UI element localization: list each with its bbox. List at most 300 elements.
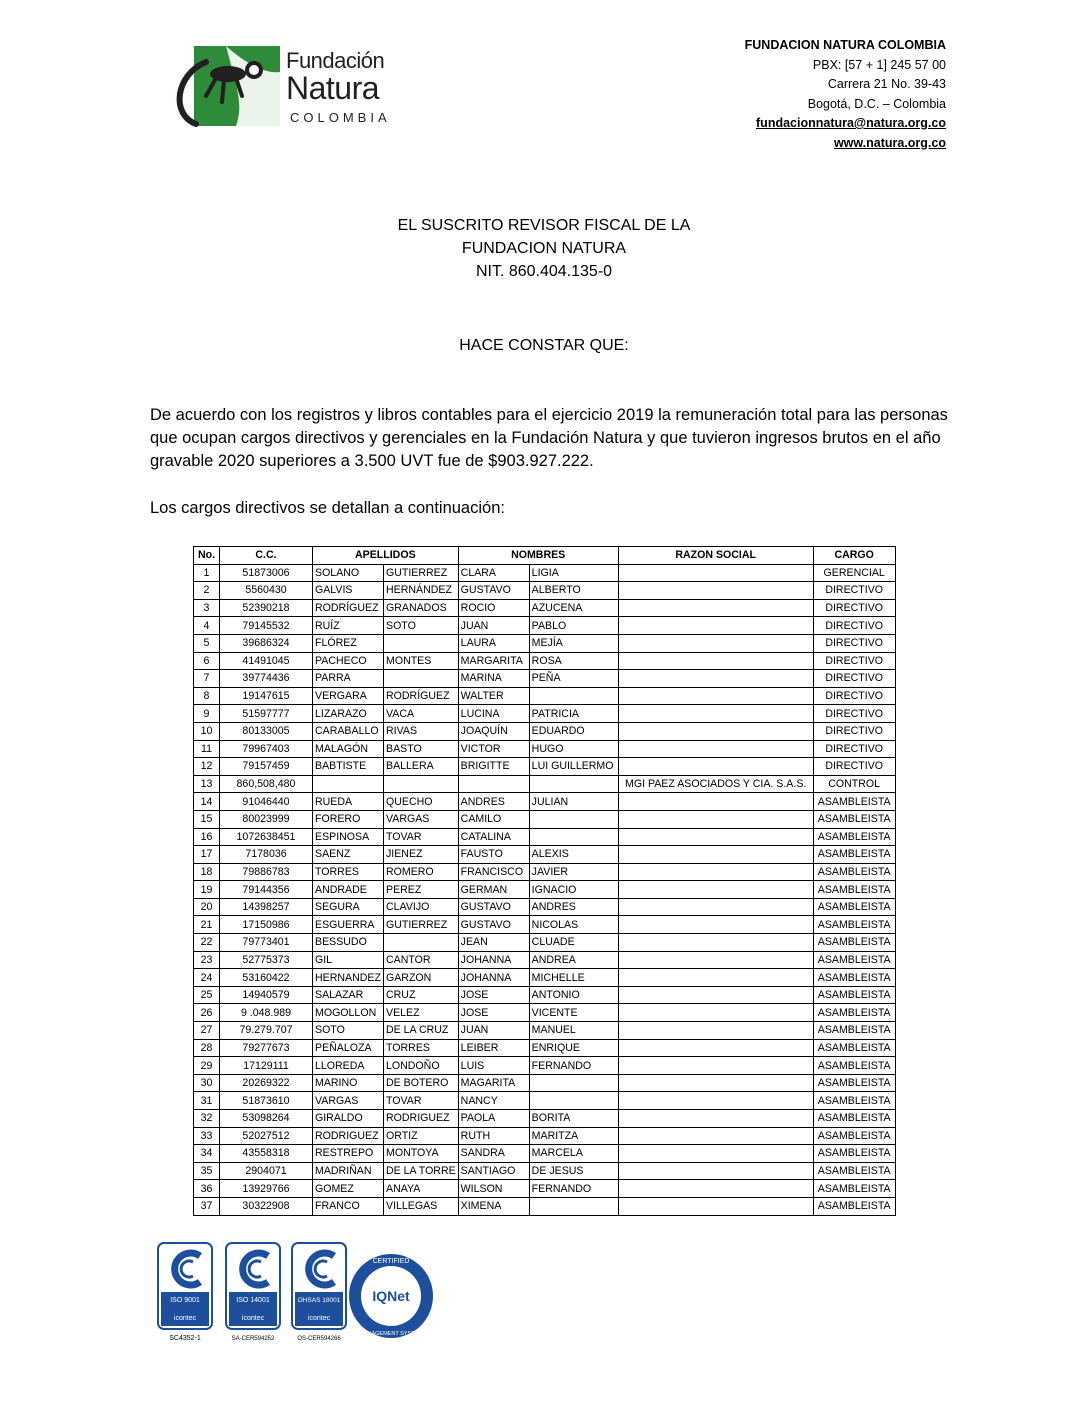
header-no: No.	[194, 547, 220, 565]
table-cell: DIRECTIVO	[813, 758, 895, 776]
table-row	[194, 969, 896, 987]
table-cell	[618, 564, 813, 582]
table-cell: VACA	[384, 705, 459, 723]
logo-line-3: COLOMBIA	[290, 110, 391, 125]
table-cell: CLUADE	[529, 934, 618, 952]
table-cell	[618, 1092, 813, 1110]
table-cell: 31	[194, 1092, 220, 1110]
document-title	[0, 214, 1088, 283]
table-cell: ASAMBLEISTA	[813, 986, 895, 1004]
table-cell: 4	[194, 617, 220, 635]
table-cell: RODRIGUEZ	[313, 1127, 384, 1145]
table-cell: ASAMBLEISTA	[813, 863, 895, 881]
table-cell: MONTOYA	[384, 1145, 459, 1163]
table-row	[194, 1197, 896, 1215]
table-cell: CAMILO	[458, 810, 529, 828]
table-cell	[618, 916, 813, 934]
table-cell: PEÑALOZA	[313, 1039, 384, 1057]
table-cell: GUSTAVO	[458, 916, 529, 934]
table-cell: ANTONIO	[529, 986, 618, 1004]
table-row	[194, 740, 896, 758]
table-cell: MALAGÓN	[313, 740, 384, 758]
table-cell: PEÑA	[529, 670, 618, 688]
table-cell: RUEDA	[313, 793, 384, 811]
table-cell: ASAMBLEISTA	[813, 1057, 895, 1075]
table-cell	[458, 775, 529, 793]
table-cell: GALVIS	[313, 582, 384, 600]
table-row	[194, 881, 896, 899]
table-cell: 5	[194, 634, 220, 652]
table-cell: ASAMBLEISTA	[813, 1074, 895, 1092]
table-cell: 79157459	[220, 758, 313, 776]
table-cell	[618, 670, 813, 688]
table-cell: PEREZ	[384, 881, 459, 899]
table-cell: DE BOTERO	[384, 1074, 459, 1092]
header-apellidos: APELLIDOS	[313, 547, 459, 565]
table-cell: 22	[194, 934, 220, 952]
table-cell: ROCIO	[458, 599, 529, 617]
table-cell: WALTER	[458, 687, 529, 705]
table-cell	[618, 1057, 813, 1075]
table-cell: 20269322	[220, 1074, 313, 1092]
table-cell: SANDRA	[458, 1145, 529, 1163]
table-cell: FAUSTO	[458, 846, 529, 864]
table-cell: ESGUERRA	[313, 916, 384, 934]
org-name: FUNDACION NATURA COLOMBIA	[744, 38, 946, 52]
table-cell	[618, 1074, 813, 1092]
table-cell	[618, 898, 813, 916]
table-cell: ALBERTO	[529, 582, 618, 600]
table-cell	[618, 1110, 813, 1128]
table-cell: SOLANO	[313, 564, 384, 582]
table-cell: BASTO	[384, 740, 459, 758]
table-cell: ASAMBLEISTA	[813, 1022, 895, 1040]
table-cell: 9	[194, 705, 220, 723]
table-cell: ASAMBLEISTA	[813, 1004, 895, 1022]
iqnet-ring-top: CERTIFIED	[372, 1258, 410, 1265]
table-cell: 15	[194, 810, 220, 828]
table-cell: MADRIÑAN	[313, 1162, 384, 1180]
table-cell: 17	[194, 846, 220, 864]
table-row	[194, 652, 896, 670]
table-cell: MARINA	[458, 670, 529, 688]
table-cell: ASAMBLEISTA	[813, 1162, 895, 1180]
certification-badges-icon	[155, 1240, 445, 1350]
table-cell: ASAMBLEISTA	[813, 846, 895, 864]
table-cell: GRANADOS	[384, 599, 459, 617]
table-cell: 3	[194, 599, 220, 617]
table-cell: 7	[194, 670, 220, 688]
table-cell: 14398257	[220, 898, 313, 916]
table-cell: ASAMBLEISTA	[813, 1092, 895, 1110]
table-cell: 12	[194, 758, 220, 776]
table-cell: NICOLAS	[529, 916, 618, 934]
table-cell: 18	[194, 863, 220, 881]
table-cell: 52390218	[220, 599, 313, 617]
table-cell: SOTO	[384, 617, 459, 635]
table-cell	[618, 810, 813, 828]
table-cell: ASAMBLEISTA	[813, 828, 895, 846]
table-row	[194, 1039, 896, 1057]
table-cell: TOVAR	[384, 828, 459, 846]
table-cell: EDUARDO	[529, 722, 618, 740]
table-cell: DIRECTIVO	[813, 687, 895, 705]
table-cell: PABLO	[529, 617, 618, 635]
table-cell: JOHANNA	[458, 969, 529, 987]
iqnet-center: IQNet	[372, 1288, 410, 1304]
table-cell: 11	[194, 740, 220, 758]
table-cell: QUECHO	[384, 793, 459, 811]
table-cell: MARINO	[313, 1074, 384, 1092]
table-cell: FRANCO	[313, 1197, 384, 1215]
table-cell: RESTREPO	[313, 1145, 384, 1163]
table-cell: 6	[194, 652, 220, 670]
table-cell	[384, 634, 459, 652]
table-body	[194, 564, 896, 1215]
table-cell: BESSUDO	[313, 934, 384, 952]
org-address: Carrera 21 No. 39-43	[827, 77, 946, 91]
table-cell: RIVAS	[384, 722, 459, 740]
table-header-row	[194, 547, 896, 565]
table-cell: ASAMBLEISTA	[813, 1127, 895, 1145]
table-cell: 1072638451	[220, 828, 313, 846]
table-cell: 20	[194, 898, 220, 916]
table-cell: DIRECTIVO	[813, 722, 895, 740]
table-row	[194, 722, 896, 740]
organization-contact-info	[745, 36, 946, 153]
table-row	[194, 775, 896, 793]
table-cell: 26	[194, 1004, 220, 1022]
table-cell: 860,508,480	[220, 775, 313, 793]
badge-2-brand: icontec	[241, 1315, 265, 1322]
table-cell: VELEZ	[384, 1004, 459, 1022]
table-cell: 53098264	[220, 1110, 313, 1128]
table-cell: GUTIERREZ	[384, 916, 459, 934]
table-cell: 79773401	[220, 934, 313, 952]
table-cell: 52775373	[220, 951, 313, 969]
table-cell: 79144356	[220, 881, 313, 899]
badge-1-label: ISO 9001	[170, 1297, 200, 1304]
table-row	[194, 863, 896, 881]
table-cell: LUIS	[458, 1057, 529, 1075]
table-cell: DE LA CRUZ	[384, 1022, 459, 1040]
table-cell: LUCINA	[458, 705, 529, 723]
table-row	[194, 670, 896, 688]
table-cell: FERNANDO	[529, 1180, 618, 1198]
title-line-1: EL SUSCRITO REVISOR FISCAL DE LA	[397, 217, 691, 234]
table-cell	[384, 670, 459, 688]
table-row	[194, 828, 896, 846]
org-pbx: PBX: [57 + 1] 245 57 00	[812, 57, 946, 72]
table-cell: DIRECTIVO	[813, 599, 895, 617]
table-cell	[529, 828, 618, 846]
table-cell	[618, 828, 813, 846]
table-cell: LIGIA	[529, 564, 618, 582]
table-cell: 36	[194, 1180, 220, 1198]
table-cell	[618, 1004, 813, 1022]
iso-9001-badge	[158, 1243, 212, 1342]
table-cell: 51873006	[220, 564, 313, 582]
table-cell: DIRECTIVO	[813, 617, 895, 635]
table-cell: 24	[194, 969, 220, 987]
table-cell: ENRIQUE	[529, 1039, 618, 1057]
table-cell: SEGURA	[313, 898, 384, 916]
table-cell: MONTES	[384, 652, 459, 670]
table-cell: ANDRES	[529, 898, 618, 916]
ohsas-18001-badge	[292, 1243, 346, 1342]
table-cell: GOMEZ	[313, 1180, 384, 1198]
badge-3-brand: icontec	[307, 1315, 331, 1322]
table-row	[194, 1022, 896, 1040]
monkey-emblem-icon	[166, 44, 284, 128]
table-cell: 29	[194, 1057, 220, 1075]
table-cell: ASAMBLEISTA	[813, 1110, 895, 1128]
table-row	[194, 705, 896, 723]
table-cell: GERENCIAL	[813, 564, 895, 582]
org-web-link[interactable]: www.natura.org.co	[833, 135, 946, 150]
table-cell: ASAMBLEISTA	[813, 1197, 895, 1215]
table-cell: ASAMBLEISTA	[813, 1180, 895, 1198]
badge-1-brand: icontec	[173, 1315, 197, 1322]
table-cell: 80023999	[220, 810, 313, 828]
table-cell: MAGARITA	[458, 1074, 529, 1092]
org-email-link[interactable]: fundacionnatura@natura.org.co	[756, 116, 946, 130]
table-cell: RUTH	[458, 1127, 529, 1145]
table-row	[194, 793, 896, 811]
table-cell: ANAYA	[384, 1180, 459, 1198]
table-cell: 17150986	[220, 916, 313, 934]
table-row	[194, 810, 896, 828]
table-cell	[618, 652, 813, 670]
table-row	[194, 564, 896, 582]
table-cell: JIENEZ	[384, 846, 459, 864]
table-cell: GARZON	[384, 969, 459, 987]
table-cell	[529, 1092, 618, 1110]
table-cell: JOHANNA	[458, 951, 529, 969]
table-cell: SAENZ	[313, 846, 384, 864]
table-cell: ASAMBLEISTA	[813, 916, 895, 934]
table-cell: CLARA	[458, 564, 529, 582]
table-cell	[529, 1074, 618, 1092]
badge-1-code: SC4352-1	[169, 1335, 201, 1342]
table-cell: 80133005	[220, 722, 313, 740]
table-cell: 30322908	[220, 1197, 313, 1215]
table-cell: 28	[194, 1039, 220, 1057]
table-cell	[618, 1022, 813, 1040]
table-cell: FERNANDO	[529, 1057, 618, 1075]
table-cell: 2904071	[220, 1162, 313, 1180]
table-cell: VICENTE	[529, 1004, 618, 1022]
table-cell: TORRES	[384, 1039, 459, 1057]
table-cell: SANTIAGO	[458, 1162, 529, 1180]
table-cell: CLAVIJO	[384, 898, 459, 916]
table-cell: PAOLA	[458, 1110, 529, 1128]
table-cell: IGNACIO	[529, 881, 618, 899]
table-cell: 30	[194, 1074, 220, 1092]
table-row	[194, 934, 896, 952]
table-cell: VARGAS	[384, 810, 459, 828]
certifies-heading: HACE CONSTAR QUE:	[459, 337, 629, 354]
table-cell: 14940579	[220, 986, 313, 1004]
table-cell	[618, 951, 813, 969]
table-cell: 79277673	[220, 1039, 313, 1057]
badge-2-label: ISO 14001	[236, 1297, 270, 1304]
table-cell: LUI GUILLERMO	[529, 758, 618, 776]
table-cell: DIRECTIVO	[813, 705, 895, 723]
table-cell: BALLERA	[384, 758, 459, 776]
table-row	[194, 617, 896, 635]
table-cell	[618, 1145, 813, 1163]
table-cell: 1	[194, 564, 220, 582]
table-cell: MARCELA	[529, 1145, 618, 1163]
table-cell	[384, 775, 459, 793]
table-cell	[618, 687, 813, 705]
table-cell: FORERO	[313, 810, 384, 828]
table-cell: AZUCENA	[529, 599, 618, 617]
iqnet-badge	[349, 1254, 433, 1338]
table-cell: CONTROL	[813, 775, 895, 793]
title-line-2: FUNDACION NATURA	[461, 240, 627, 257]
table-cell: CATALINA	[458, 828, 529, 846]
table-cell: JOAQUÍN	[458, 722, 529, 740]
table-cell: BORITA	[529, 1110, 618, 1128]
table-cell: RUÍZ	[313, 617, 384, 635]
logo-line-1: Fundación	[286, 48, 385, 73]
table-cell	[618, 634, 813, 652]
table-cell: 39774436	[220, 670, 313, 688]
title-line-3: NIT. 860.404.135-0	[475, 263, 613, 280]
table-cell: 10	[194, 722, 220, 740]
table-cell	[618, 793, 813, 811]
header-razon-social: RAZON SOCIAL	[618, 547, 813, 565]
table-cell: MANUEL	[529, 1022, 618, 1040]
table-cell: 91046440	[220, 793, 313, 811]
table-cell: 14	[194, 793, 220, 811]
iso-14001-badge	[226, 1243, 280, 1342]
table-cell: LIZARAZO	[313, 705, 384, 723]
table-cell: JUAN	[458, 617, 529, 635]
org-city: Bogotá, D.C. – Colombia	[807, 96, 946, 111]
table-cell: GERMAN	[458, 881, 529, 899]
table-cell: 35	[194, 1162, 220, 1180]
table-cell: 52027512	[220, 1127, 313, 1145]
table-cell: GIL	[313, 951, 384, 969]
table-row	[194, 1180, 896, 1198]
table-cell	[313, 775, 384, 793]
fundacion-natura-logo	[166, 44, 396, 128]
table-cell: ASAMBLEISTA	[813, 793, 895, 811]
table-cell: PACHECO	[313, 652, 384, 670]
table-cell: LLOREDA	[313, 1057, 384, 1075]
table-row	[194, 986, 896, 1004]
table-cell	[529, 1197, 618, 1215]
table-cell: GIRALDO	[313, 1110, 384, 1128]
table-cell: VICTOR	[458, 740, 529, 758]
table-cell: ORTIZ	[384, 1127, 459, 1145]
table-cell: LAURA	[458, 634, 529, 652]
table-cell: 13	[194, 775, 220, 793]
badge-3-label: OHSAS 18001	[297, 1297, 341, 1304]
table-cell: 53160422	[220, 969, 313, 987]
table-cell: ASAMBLEISTA	[813, 1145, 895, 1163]
table-cell: VERGARA	[313, 687, 384, 705]
table-cell: GUSTAVO	[458, 582, 529, 600]
table-cell	[618, 1180, 813, 1198]
table-cell: ANDRES	[458, 793, 529, 811]
table-cell: 21	[194, 916, 220, 934]
table-cell	[618, 617, 813, 635]
table-row	[194, 1074, 896, 1092]
directors-table	[193, 546, 896, 1216]
table-cell	[618, 1039, 813, 1057]
table-cell: 34	[194, 1145, 220, 1163]
table-cell: JUAN	[458, 1022, 529, 1040]
table-cell	[618, 1197, 813, 1215]
table-cell: RODRIGUEZ	[384, 1110, 459, 1128]
logo-line-2: Natura	[286, 70, 380, 106]
table-cell: ROSA	[529, 652, 618, 670]
table-cell: HUGO	[529, 740, 618, 758]
table-cell: 13929766	[220, 1180, 313, 1198]
table-cell: LEIBER	[458, 1039, 529, 1057]
table-row	[194, 687, 896, 705]
table-cell: BABTISTE	[313, 758, 384, 776]
table-cell	[618, 1162, 813, 1180]
table-cell: BRIGITTE	[458, 758, 529, 776]
table-cell: ANDREA	[529, 951, 618, 969]
table-cell: 79.279.707	[220, 1022, 313, 1040]
table-cell: DIRECTIVO	[813, 634, 895, 652]
table-cell: 51597777	[220, 705, 313, 723]
table-cell	[618, 863, 813, 881]
table-cell: MARGARITA	[458, 652, 529, 670]
table-cell: RODRÍGUEZ	[384, 687, 459, 705]
table-cell: LONDOÑO	[384, 1057, 459, 1075]
header-cc: C.C.	[220, 547, 313, 565]
table-cell: 79145532	[220, 617, 313, 635]
table-row	[194, 846, 896, 864]
iqnet-ring-bottom: MANAGEMENT SYSTEM	[359, 1331, 423, 1337]
table-cell	[618, 986, 813, 1004]
table-cell: JEAN	[458, 934, 529, 952]
table-cell: ESPINOSA	[313, 828, 384, 846]
table-row	[194, 599, 896, 617]
certification-logos	[155, 1240, 445, 1350]
table-cell: 79967403	[220, 740, 313, 758]
intro-paragraph: De acuerdo con los registros y libros contables para el ejercicio 2019 la remuneración total para las personas que ocupan cargos directivos y gerenciales en la Fundación Natura y que tuvieron ingresos brutos en el año gravable 2020 superiores a 3.500 UVT fue de $903.927.222.	[150, 406, 948, 470]
table-cell: 43558318	[220, 1145, 313, 1163]
table-cell: 2	[194, 582, 220, 600]
badge-2-code: SA-CER594252	[231, 1336, 275, 1342]
table-cell: DE LA TORRE	[384, 1162, 459, 1180]
table-cell: JAVIER	[529, 863, 618, 881]
table-cell: 79886783	[220, 863, 313, 881]
table-cell: GUSTAVO	[458, 898, 529, 916]
table-cell: 51873610	[220, 1092, 313, 1110]
header-cargo: CARGO	[813, 547, 895, 565]
table-cell	[618, 969, 813, 987]
table-cell: SALAZAR	[313, 986, 384, 1004]
table-cell: DIRECTIVO	[813, 652, 895, 670]
table-cell: ASAMBLEISTA	[813, 881, 895, 899]
table-cell: ASAMBLEISTA	[813, 810, 895, 828]
table-cell: MEJÍA	[529, 634, 618, 652]
table-cell: TORRES	[313, 863, 384, 881]
table-cell: ROMERO	[384, 863, 459, 881]
table-cell: 32	[194, 1110, 220, 1128]
table-row	[194, 1145, 896, 1163]
table-row	[194, 758, 896, 776]
